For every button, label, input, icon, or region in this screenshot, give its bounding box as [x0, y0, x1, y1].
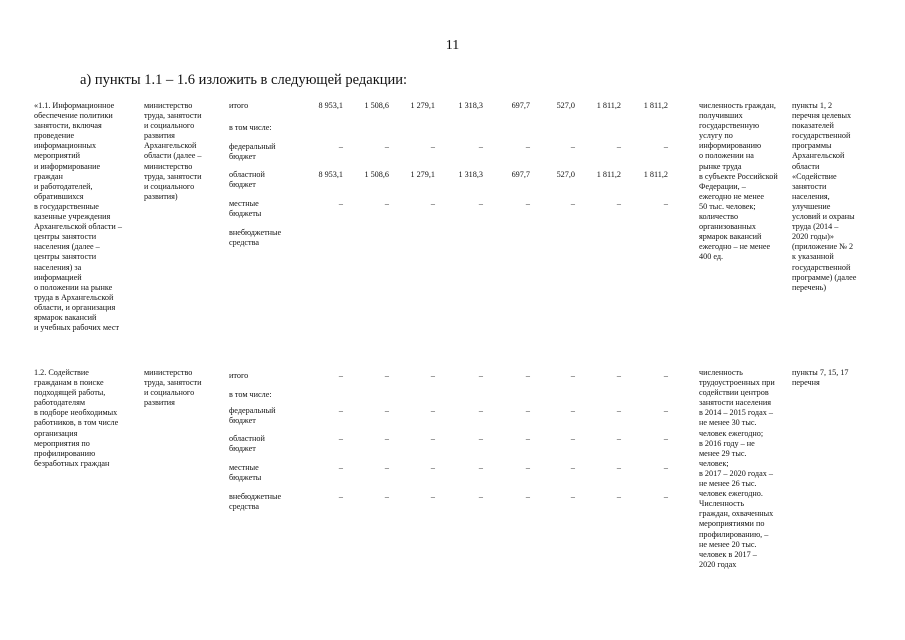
funding-source: внебюджетные средства — [229, 492, 282, 512]
amount-cell: – — [338, 492, 343, 501]
funding-source: в том числе: — [229, 123, 272, 132]
amount-cell: – — [663, 463, 668, 472]
funding-source: областной бюджет — [229, 170, 265, 190]
amount-cell: – — [430, 406, 435, 415]
page-number: 11 — [445, 38, 460, 53]
amount-cell: – — [663, 434, 668, 443]
amount-cell: – — [525, 463, 530, 472]
amount-cell: – — [478, 434, 483, 443]
funding-source: итого — [229, 101, 249, 110]
amount-cell: – — [570, 492, 575, 501]
amount-cell: – — [570, 142, 575, 151]
funding-source: федеральный бюджет — [229, 142, 276, 162]
amount-cell: 1 508,6 — [364, 101, 389, 110]
amount-cell: – — [570, 434, 575, 443]
measure-title: «1.1. Информационное обеспечение политики занятости, включая проведение информационных мероприятий и информирование граждан и работодателей, обратившихся в государственные казенные учреждения Архангельской области – центры занятости населения (далее – центры занятости населения) за информацией о положении на рынке труда в Архангельской области, и организация ярмарок вакансий и учебных рабочих мест — [34, 101, 122, 333]
funding-source: местные бюджеты — [229, 199, 262, 219]
amount-cell: 527,0 — [556, 101, 575, 110]
amount-cell: – — [384, 492, 389, 501]
amount-cell: 1 279,1 — [410, 170, 435, 179]
amount-cell: – — [338, 142, 343, 151]
amount-cell: 697,7 — [511, 101, 530, 110]
amount-cell: – — [478, 406, 483, 415]
amount-cell: – — [430, 463, 435, 472]
amount-cell: – — [570, 199, 575, 208]
amount-cell: – — [663, 371, 668, 380]
amount-cell: – — [338, 199, 343, 208]
amount-cell: – — [384, 371, 389, 380]
amount-cell: – — [616, 406, 621, 415]
amount-cell: 1 318,3 — [458, 101, 483, 110]
amount-cell: 1 279,1 — [410, 101, 435, 110]
amount-cell: 527,0 — [556, 170, 575, 179]
amount-cell: 1 811,2 — [596, 170, 621, 179]
amount-cell: – — [430, 492, 435, 501]
amount-cell: – — [478, 463, 483, 472]
measure-title: 1.2. Содействие гражданам в поиске подходящей работы, работодателям в подборе необходимых работников, в том числе организация мероприятия по профилированию безработных граждан — [34, 368, 119, 468]
funding-source: областной бюджет — [229, 434, 265, 454]
result-indicator: численность граждан, получивших государственную услугу по информированию о положении на рынке труда в субъекте Российской Федерации, – ежегодно не менее 50 тыс. человек; количество организованных ярмарок вакансий ежегодно – не менее 400 ед. — [699, 101, 778, 262]
amount-cell: – — [616, 199, 621, 208]
section-heading: а) пункты 1.1 – 1.6 изложить в следующей редакции: — [80, 72, 408, 88]
funding-source: местные бюджеты — [229, 463, 262, 483]
executor: министерство труда, занятости и социального развития — [144, 368, 202, 408]
executor: министерство труда, занятости и социального развития Архангельской области (далее – министерство труда, занятости и социального развития) — [144, 101, 202, 201]
amount-cell: – — [663, 406, 668, 415]
result-indicator: численность трудоустроенных при содействии центров занятости населения в 2014 – 2015 годах – не менее 30 тыс. человек ежегодно; в 2016 году – не менее 29 тыс. человек; в 2017 – 2020 годах – не менее 26 тыс. человек ежегодно. Численность граждан, охваченных мероприятиями по профилированию, – не менее 20 тыс. человек в 2017 – 2020 годах — [699, 368, 775, 569]
indicator-link: пункты 1, 2 перечня целевых показателей государственной программы Архангельской области «Содействие занятости населения, улучшение условий и охраны труда (2014 – 2020 годы)» (приложение № 2 к указанной государственной программе) (далее перечень) — [792, 101, 857, 292]
amount-cell: – — [570, 371, 575, 380]
amount-cell: – — [663, 199, 668, 208]
amount-cell: – — [384, 406, 389, 415]
amount-cell: – — [525, 199, 530, 208]
amount-cell: 697,7 — [511, 170, 530, 179]
amount-cell: – — [525, 492, 530, 501]
amount-cell: – — [525, 434, 530, 443]
amount-cell: – — [478, 492, 483, 501]
amount-cell: 1 811,2 — [643, 101, 668, 110]
amount-cell: – — [663, 142, 668, 151]
amount-cell: 1 811,2 — [596, 101, 621, 110]
funding-source: внебюджетные средства — [229, 228, 282, 248]
amount-cell: – — [525, 142, 530, 151]
amount-cell: – — [525, 371, 530, 380]
amount-cell: – — [570, 406, 575, 415]
amount-cell: – — [384, 199, 389, 208]
amount-cell: – — [570, 463, 575, 472]
amount-cell: – — [478, 142, 483, 151]
funding-source: федеральный бюджет — [229, 406, 276, 426]
amount-cell: – — [616, 371, 621, 380]
amount-cell: – — [616, 142, 621, 151]
amount-cell: 8 953,1 — [318, 101, 343, 110]
amount-cell: 1 811,2 — [643, 170, 668, 179]
amount-cell: – — [338, 371, 343, 380]
amount-cell: – — [430, 142, 435, 151]
amount-cell: – — [478, 199, 483, 208]
amount-cell: – — [616, 463, 621, 472]
amount-cell: 8 953,1 — [318, 170, 343, 179]
amount-cell: – — [616, 434, 621, 443]
amount-cell: – — [430, 434, 435, 443]
amount-cell: – — [478, 371, 483, 380]
indicator-link: пункты 7, 15, 17 перечня — [792, 368, 849, 388]
amount-cell: – — [430, 199, 435, 208]
amount-cell: – — [384, 434, 389, 443]
funding-source: в том числе: — [229, 390, 272, 399]
amount-cell: – — [525, 406, 530, 415]
amount-cell: – — [338, 406, 343, 415]
amount-cell: – — [384, 142, 389, 151]
amount-cell: – — [384, 463, 389, 472]
amount-cell: – — [430, 371, 435, 380]
amount-cell: – — [663, 492, 668, 501]
amount-cell: 1 318,3 — [458, 170, 483, 179]
amount-cell: – — [338, 434, 343, 443]
amount-cell: – — [338, 463, 343, 472]
amount-cell: 1 508,6 — [364, 170, 389, 179]
amount-cell: – — [616, 492, 621, 501]
funding-source: итого — [229, 371, 249, 380]
